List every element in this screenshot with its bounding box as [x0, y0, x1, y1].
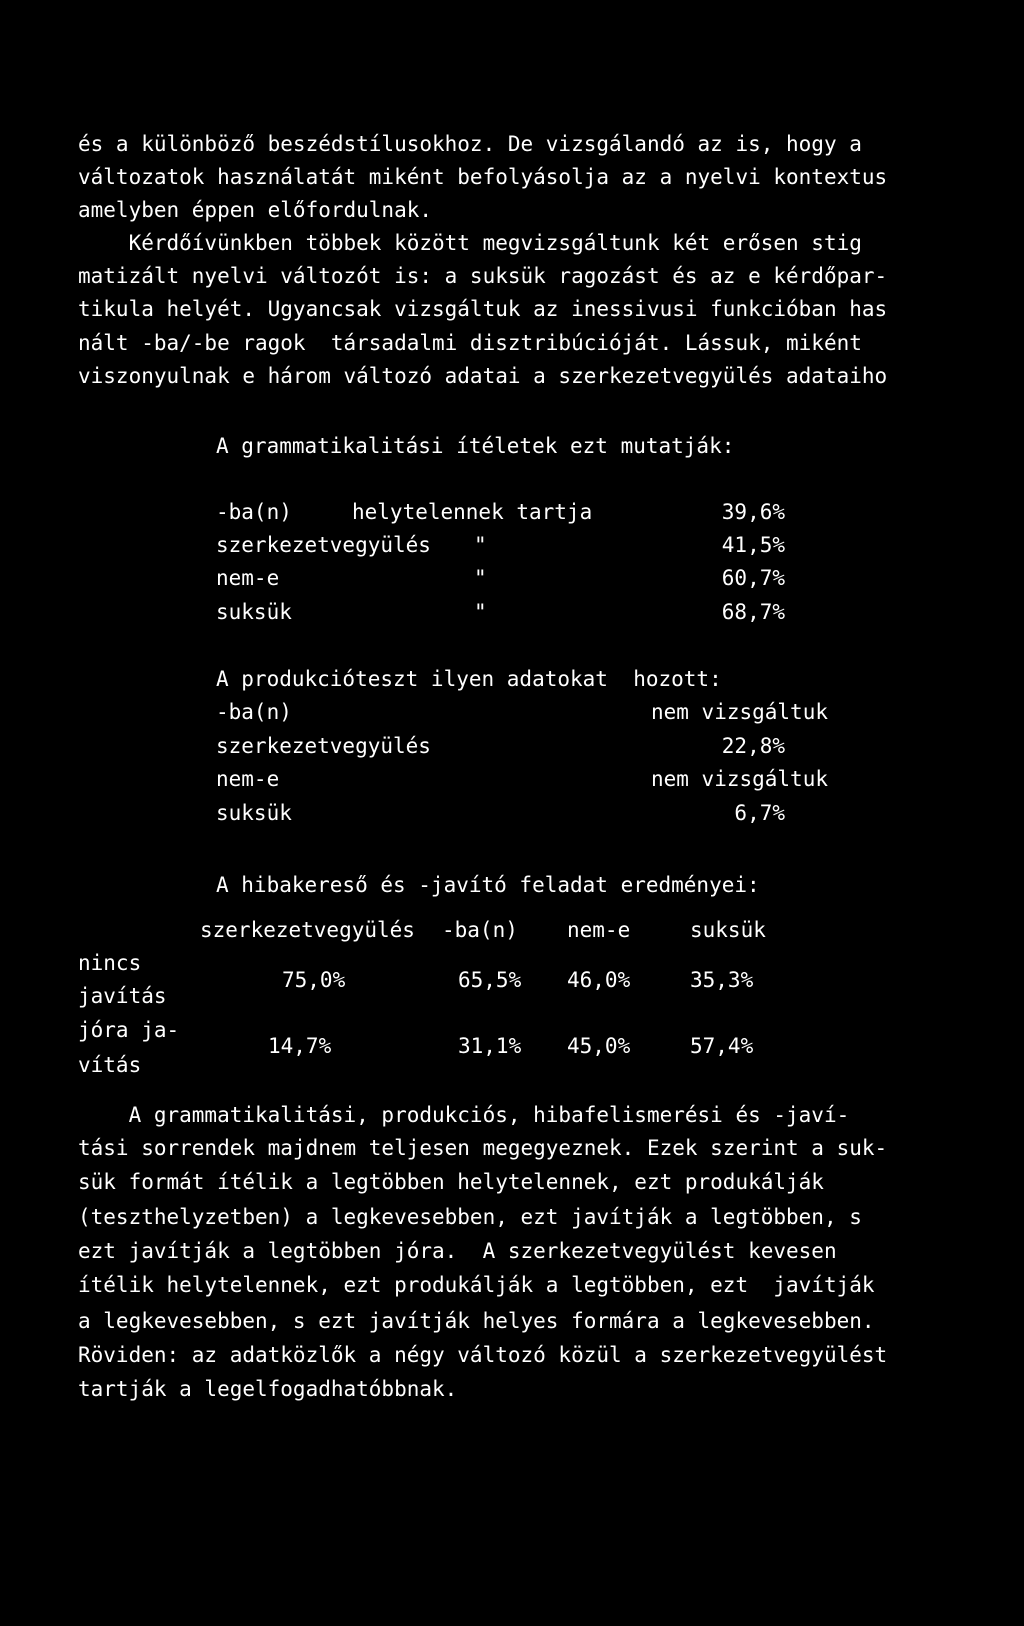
row-value: 57,4%	[690, 1034, 754, 1058]
text-line: és a különböző beszédstílusokhoz. De vizsgálandó az is, hogy a	[78, 132, 862, 156]
row-label: javítás	[78, 984, 167, 1008]
row-label: nincs	[78, 951, 142, 975]
row-label: szerkezetvegyülés	[216, 533, 431, 557]
text-line: tikula helyét. Ugyancsak vizsgáltuk az inessivusi funkcióban has	[78, 297, 888, 321]
text-line: tási sorrendek majdnem teljesen megegyeznek. Ezek szerint a suk-	[78, 1136, 888, 1160]
row-value: 68,7%	[721, 600, 785, 624]
row-value: nem vizsgáltuk	[650, 767, 828, 791]
column-header: suksük	[690, 918, 766, 942]
row-label: szerkezetvegyülés	[216, 734, 431, 758]
text-line: tartják a legelfogadhatóbbnak.	[78, 1377, 458, 1401]
text-line: A grammatikalitási, produkciós, hibafelismerési és -javí-	[78, 1103, 850, 1127]
row-value: nem vizsgáltuk	[650, 700, 828, 724]
section-heading: A produkcióteszt ilyen adatokat hozott:	[216, 667, 722, 691]
row-description: helytelennek tartja	[352, 500, 593, 524]
row-label: jóra ja-	[78, 1018, 180, 1042]
row-value: 22,8%	[721, 734, 785, 758]
row-ditto: "	[474, 566, 487, 590]
row-label: -ba(n)	[216, 500, 292, 524]
row-value: 14,7%	[268, 1034, 332, 1058]
row-value: 46,0%	[567, 968, 631, 992]
row-value: 31,1%	[458, 1034, 522, 1058]
text-line: ezt javítják a legtöbben jóra. A szerkezetvegyülést kevesen	[78, 1239, 837, 1263]
row-value: 35,3%	[690, 968, 754, 992]
text-line: viszonyulnak e három változó adatai a szerkezetvegyülés adataiho	[78, 364, 888, 388]
row-label: nem-e	[216, 566, 280, 590]
column-header: -ba(n)	[442, 918, 518, 942]
text-line: Kérdőívünkben többek között megvizsgáltunk két erősen stig	[78, 231, 862, 255]
text-line: amelyben éppen előfordulnak.	[78, 198, 433, 222]
row-value: 60,7%	[721, 566, 785, 590]
row-label: suksük	[216, 600, 292, 624]
row-label: vítás	[78, 1053, 142, 1077]
row-ditto: "	[474, 533, 487, 557]
text-line: változatok használatát miként befolyásolja az a nyelvi kontextus	[78, 165, 888, 189]
column-header: szerkezetvegyülés	[200, 918, 415, 942]
row-value: 45,0%	[567, 1034, 631, 1058]
row-value: 41,5%	[721, 533, 785, 557]
text-line: a legkevesebben, s ezt javítják helyes formára a legkevesebben.	[78, 1309, 875, 1333]
text-line: sük formát ítélik a legtöbben helytelennek, ezt produkálják	[78, 1170, 824, 1194]
text-line: (teszthelyzetben) a legkevesebben, ezt javítják a legtöbben, s	[78, 1205, 862, 1229]
text-line: matizált nyelvi változót is: a suksük ragozást és az e kérdőpar-	[78, 264, 888, 288]
text-line: nált -ba/-be ragok társadalmi disztribúcióját. Lássuk, miként	[78, 331, 862, 355]
row-value: 75,0%	[282, 968, 346, 992]
row-label: suksük	[216, 801, 292, 825]
row-label: -ba(n)	[216, 700, 292, 724]
text-line: Röviden: az adatközlők a négy változó közül a szerkezetvegyülést	[78, 1343, 888, 1367]
section-heading: A grammatikalitási ítéletek ezt mutatják:	[216, 434, 735, 458]
section-heading: A hibakereső és -javító feladat eredményei:	[216, 873, 760, 897]
row-label: nem-e	[216, 767, 280, 791]
row-value: 39,6%	[721, 500, 785, 524]
row-value: 65,5%	[458, 968, 522, 992]
text-line: ítélik helytelennek, ezt produkálják a legtöbben, ezt javítják	[78, 1273, 875, 1297]
column-header: nem-e	[567, 918, 631, 942]
row-ditto: "	[474, 600, 487, 624]
row-value: 6,7%	[734, 801, 785, 825]
